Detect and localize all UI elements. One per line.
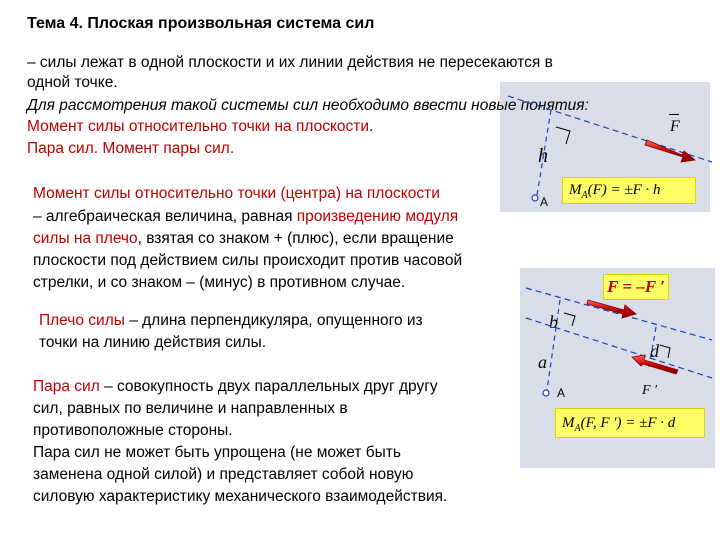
label-F-top-bar (669, 114, 679, 115)
arm-term: Плечо силы (39, 312, 125, 329)
label-d: d (650, 341, 659, 361)
formula-moment-rest: (F) = ±F · h (587, 182, 661, 198)
formula-moment-point (562, 177, 696, 204)
couple-line-4: Пара сил не может быть упрощена (не может быть (33, 444, 401, 461)
label-h: h (538, 145, 548, 167)
label-A-top: A (540, 195, 549, 209)
force-arrow-F (645, 140, 695, 162)
intro-line-2: одной точке. (27, 74, 118, 91)
couple-term: Пара сил (33, 378, 100, 395)
label-a: a (538, 352, 547, 372)
formula-couple-rest: (F, F ′) = ±F · d (580, 415, 676, 431)
force-arrow-F-couple (587, 300, 636, 318)
moment-heading: Момент силы относительно точки (центра) на плоскости (33, 185, 440, 202)
arm-def: – длина перпендикуляра, опущенного из (124, 312, 423, 329)
moment-line-2b: , взятая со знаком + (плюс), если вращение (137, 230, 454, 247)
arm-line-2: точки на линию действия силы. (39, 334, 267, 351)
right-angle-mark-d (660, 345, 670, 358)
couple-diagram (526, 288, 712, 396)
right-angle-mark (556, 127, 570, 144)
couple-line-3: противоположные стороны. (33, 422, 233, 439)
moment-line-1a: – алгебраическая величина, равная (33, 208, 297, 225)
moment-line-1b: произведению модуля (296, 208, 459, 225)
page-title: Тема 4. Плоская произвольная система сил (27, 15, 375, 32)
point-A-top (532, 195, 538, 201)
moment-line-4: стрелки, и со знаком – (минус) в противном случае. (33, 274, 406, 291)
intro-line-3: Для рассмотрения такой системы сил необходимо ввести новые понятия: (27, 97, 589, 114)
formula-moment-M: M (569, 182, 582, 198)
right-angle-mark-b (564, 313, 575, 326)
couple-line-6: силовую характеристику механического взаимодействия. (33, 488, 448, 505)
label-b: b (549, 312, 558, 332)
intro-line-1: – силы лежат в одной плоскости и их линии действия не пересекаются в (27, 54, 553, 71)
formula-couple-M: M (562, 415, 575, 431)
couple-line-5: заменена одной силой) и представляет собой новую (33, 466, 414, 483)
topic-period: . (369, 118, 374, 135)
formula-moment-sub: A (581, 190, 588, 201)
topic-moment-point: Момент силы относительно точки на плоскости (27, 118, 370, 135)
label-F-top: F (670, 118, 680, 135)
point-A-bottom (543, 390, 549, 396)
moment-line-2a: силы на плечо (33, 230, 138, 247)
formula-equal-forces: F = –F ′ (603, 274, 669, 300)
label-F-prime: F ′ (642, 383, 658, 398)
couple-def: – совокупность двух параллельных друг другу (99, 378, 438, 395)
intro-line-5: Пара сил. Момент пары сил. (27, 140, 235, 157)
label-A-bottom: A (557, 386, 566, 400)
couple-line-2: сил, равных по величине и направленных в (33, 400, 348, 417)
formula-couple-sub: A (574, 423, 581, 434)
formula-couple-moment (555, 408, 705, 438)
moment-line-3: плоскости под действием силы происходит против часовой (33, 252, 463, 269)
